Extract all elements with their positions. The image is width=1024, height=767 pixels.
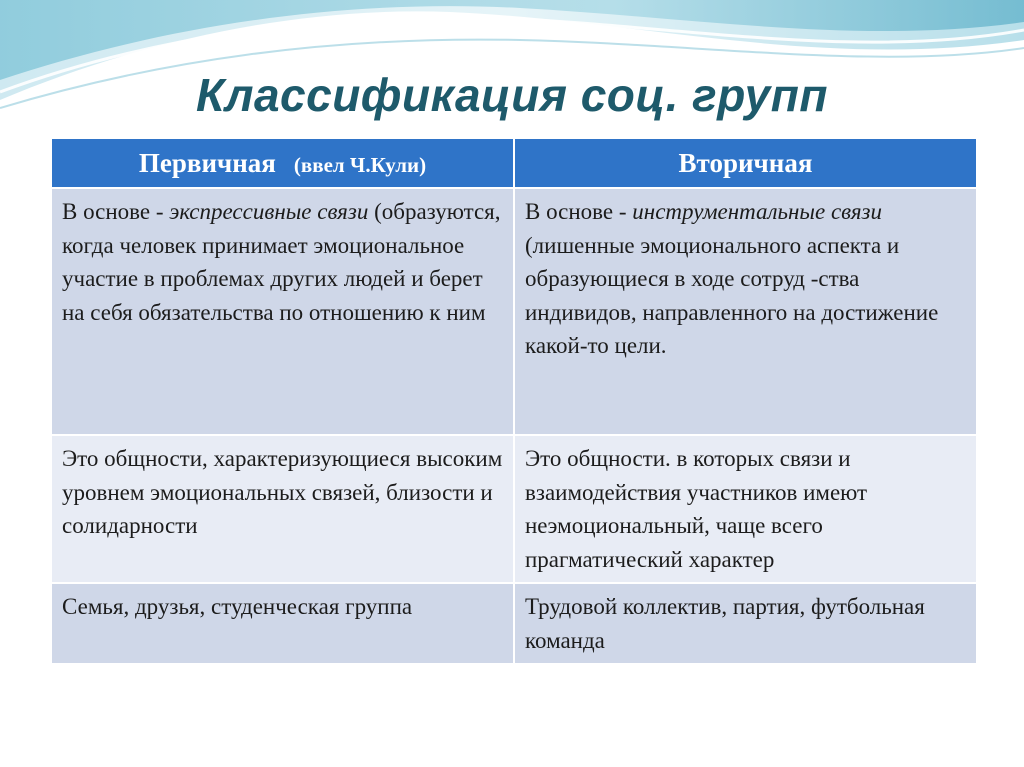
cell-primary-definition: Это общности, характеризующиеся высоким уровнем эмоциональных связей, близости и солидарности bbox=[51, 435, 514, 583]
cell-text: (лишенные эмоционального аспекта и образующиеся в ходе сотруд -ства индивидов, направленного на достижение какой-то цели. bbox=[525, 232, 939, 358]
cell-primary-examples: Семья, друзья, студенческая группа bbox=[51, 583, 514, 664]
cell-text: (образуются, когда человек принимает эмоциональное участие в проблемах других людей и берет на себя обязательства по отношению к ним bbox=[62, 199, 501, 325]
table-header-row bbox=[51, 138, 977, 188]
header-primary-note: (ввел Ч.Кули) bbox=[293, 152, 427, 177]
slide-title: Классификация соц. групп bbox=[196, 69, 828, 121]
header-primary-label: Первичная bbox=[138, 147, 276, 178]
cell-emphasis: экспрессивные связи bbox=[169, 199, 369, 224]
cell-text: В основе - bbox=[62, 199, 170, 224]
table-row bbox=[51, 435, 977, 583]
cell-text: В основе - bbox=[525, 199, 633, 224]
table-row bbox=[51, 583, 977, 664]
cell-secondary-basis bbox=[514, 188, 977, 435]
cell-emphasis: инструментальные связи bbox=[632, 199, 883, 224]
cell-secondary-examples: Трудовой коллектив, партия, футбольная команда bbox=[514, 583, 977, 664]
header-secondary: Вторичная bbox=[514, 138, 977, 188]
classification-table bbox=[50, 137, 978, 665]
table-row bbox=[51, 188, 977, 435]
cell-secondary-definition: Это общности. в которых связи и взаимодействия участников имеют неэмоциональный, чаще всего прагматический характер bbox=[514, 435, 977, 583]
header-primary bbox=[51, 138, 514, 188]
cell-primary-basis bbox=[51, 188, 514, 435]
